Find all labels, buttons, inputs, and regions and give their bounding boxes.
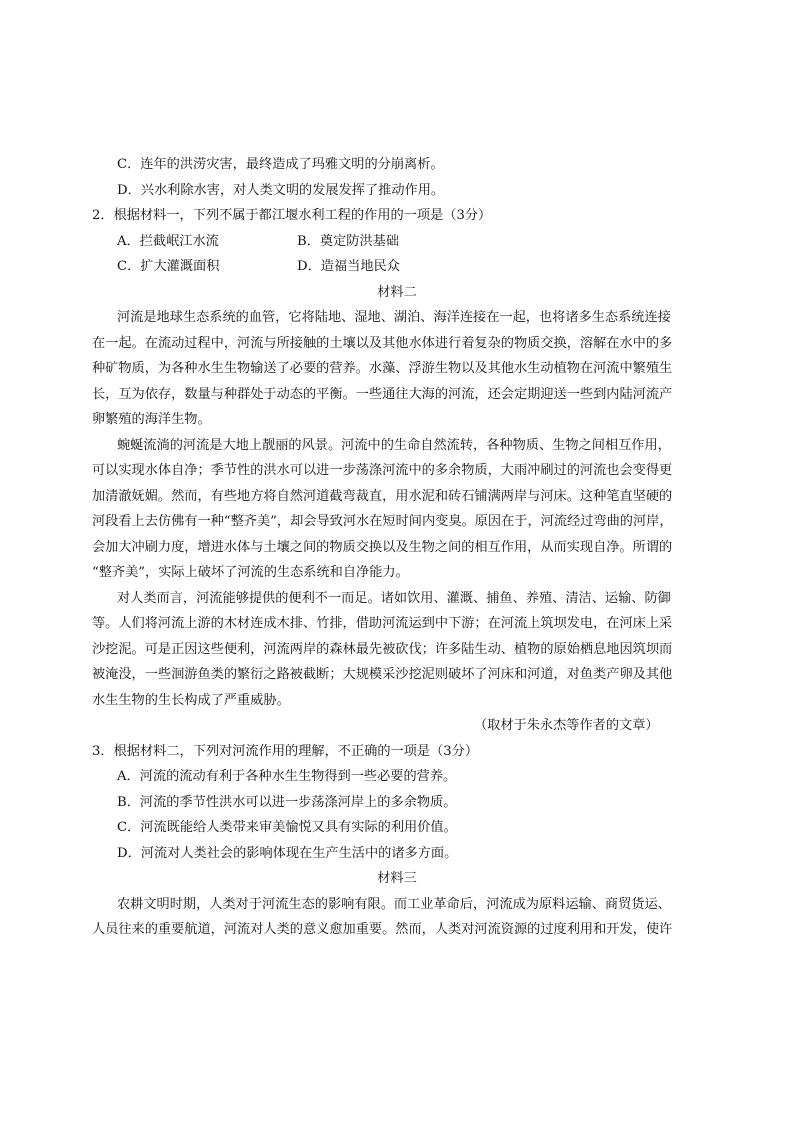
material2-p1-line: 河流是地球生态系统的血管，它将陆地、湿地、湖泊、海洋连接在一起，也将诸多生态系统连接 [117, 310, 671, 325]
material2-p1-line: 在一起。在流动过程中，河流与所接触的土壤以及其他水体进行着复杂的物质交换，溶解在水中的多 [92, 336, 673, 351]
material2-p1-line: 长，互为依存，数量与种群处于动态的平衡。一些通往大海的河流，还会定期迎送一些到内陆河流产 [92, 387, 673, 402]
material2-heading: 材料二 [377, 285, 417, 300]
q2-option-d: D．造福当地民众 [297, 259, 400, 274]
material2-p2-line: 河段看上去仿佛有一种“整齐美”，却会导致河水在短时间内变臭。原因在于，河流经过弯曲的河岸， [92, 514, 673, 529]
q2-option-b: B．奠定防洪基础 [297, 234, 400, 249]
q3-option-b: B．河流的季节性洪水可以进一步荡涤河岸上的多余物质。 [117, 795, 457, 810]
material3-p1-line: 农耕文明时期，人类对于河流生态的影响有限。而工业革命后，河流成为原料运输、商贸货运、 [117, 897, 671, 912]
material2-p3-line: 对人类而言，河流能够提供的便利不一而足。诸如饮用、灌溉、捕鱼、养殖、清洁、运输、防御 [117, 591, 671, 606]
material2-p2-line: “整齐美”，实际上破坏了河流的生态系统和自净能力。 [92, 565, 409, 580]
material3-heading: 材料三 [377, 871, 417, 886]
material2-p1-line: 种矿物质，为各种水生生物输送了必要的营养。水藻、浮游生物以及其他水生动植物在河流中繁殖生 [92, 361, 673, 376]
q1-option-c: C．连年的洪涝灾害，最终造成了玛雅文明的分崩离析。 [117, 157, 444, 172]
material3-p1-line: 人员往来的重要航道，河流对人类的意义愈加重要。然而，人类对河流资源的过度利用和开发，使许 [92, 922, 673, 937]
q3-option-c: C．河流既能给人类带来审美愉悦又具有实际的利用价值。 [117, 820, 457, 835]
q3-stem: 3．根据材料二，下列对河流作用的理解，不正确的一项是（3分） [92, 744, 479, 759]
material2-p3-line: 水生生物的生长构成了严重威胁。 [92, 693, 290, 708]
q3-option-d: D．河流对人类社会的影响体现在生产生活中的诸多方面。 [117, 846, 458, 861]
q3-option-a: A．河流的流动有利于各种水生生物得到一些必要的营养。 [117, 769, 457, 784]
material2-p3-line: 等。人们将河流上游的木材连成木排、竹排，借助河流运到中下游；在河流上筑坝发电，在河床上采 [92, 616, 673, 631]
material2-p3-line: 沙挖泥。可是正因这些便利，河流两岸的森林最先被砍伐；许多陆生动、植物的原始栖息地因筑坝而 [92, 642, 673, 657]
q2-stem: 2．根据材料一，下列不属于都江堰水利工程的作用的一项是（3分） [92, 208, 492, 223]
q2-option-c: C．扩大灌溉面积 [117, 259, 220, 274]
material2-p2-line: 加清澈妩媚。然而，有些地方将自然河道截弯裁直，用水泥和砖石铺满两岸与河床。这种笔直坚硬的 [92, 489, 673, 504]
q2-option-a: A．拦截岷江水流 [117, 234, 219, 249]
material2-p2-line: 会加大冲刷力度，增进水体与土壤之间的物质交换以及生物之间的相互作用，从而实现自净。所谓的 [92, 540, 673, 555]
material2-p2-line: 蜿蜒流淌的河流是大地上靓丽的风景。河流中的生命自然流转，各种物质、生物之间相互作用， [117, 438, 671, 453]
material2-source: （取材于朱永杰等作者的文章） [474, 718, 659, 733]
material2-p2-line: 可以实现水体自净；季节性的洪水可以进一步荡涤河流中的多余物质，大雨冲刷过的河流也会变得更 [92, 463, 673, 478]
material2-p3-line: 被淹没，一些洄游鱼类的繁衍之路被截断；大规模采沙挖泥则破坏了河床和河道，对鱼类产卵及其他 [92, 667, 673, 682]
material2-p1-line: 卵繁殖的海洋生物。 [92, 412, 211, 427]
q1-option-d: D．兴水利除水害，对人类文明的发展发挥了推动作用。 [117, 183, 445, 198]
